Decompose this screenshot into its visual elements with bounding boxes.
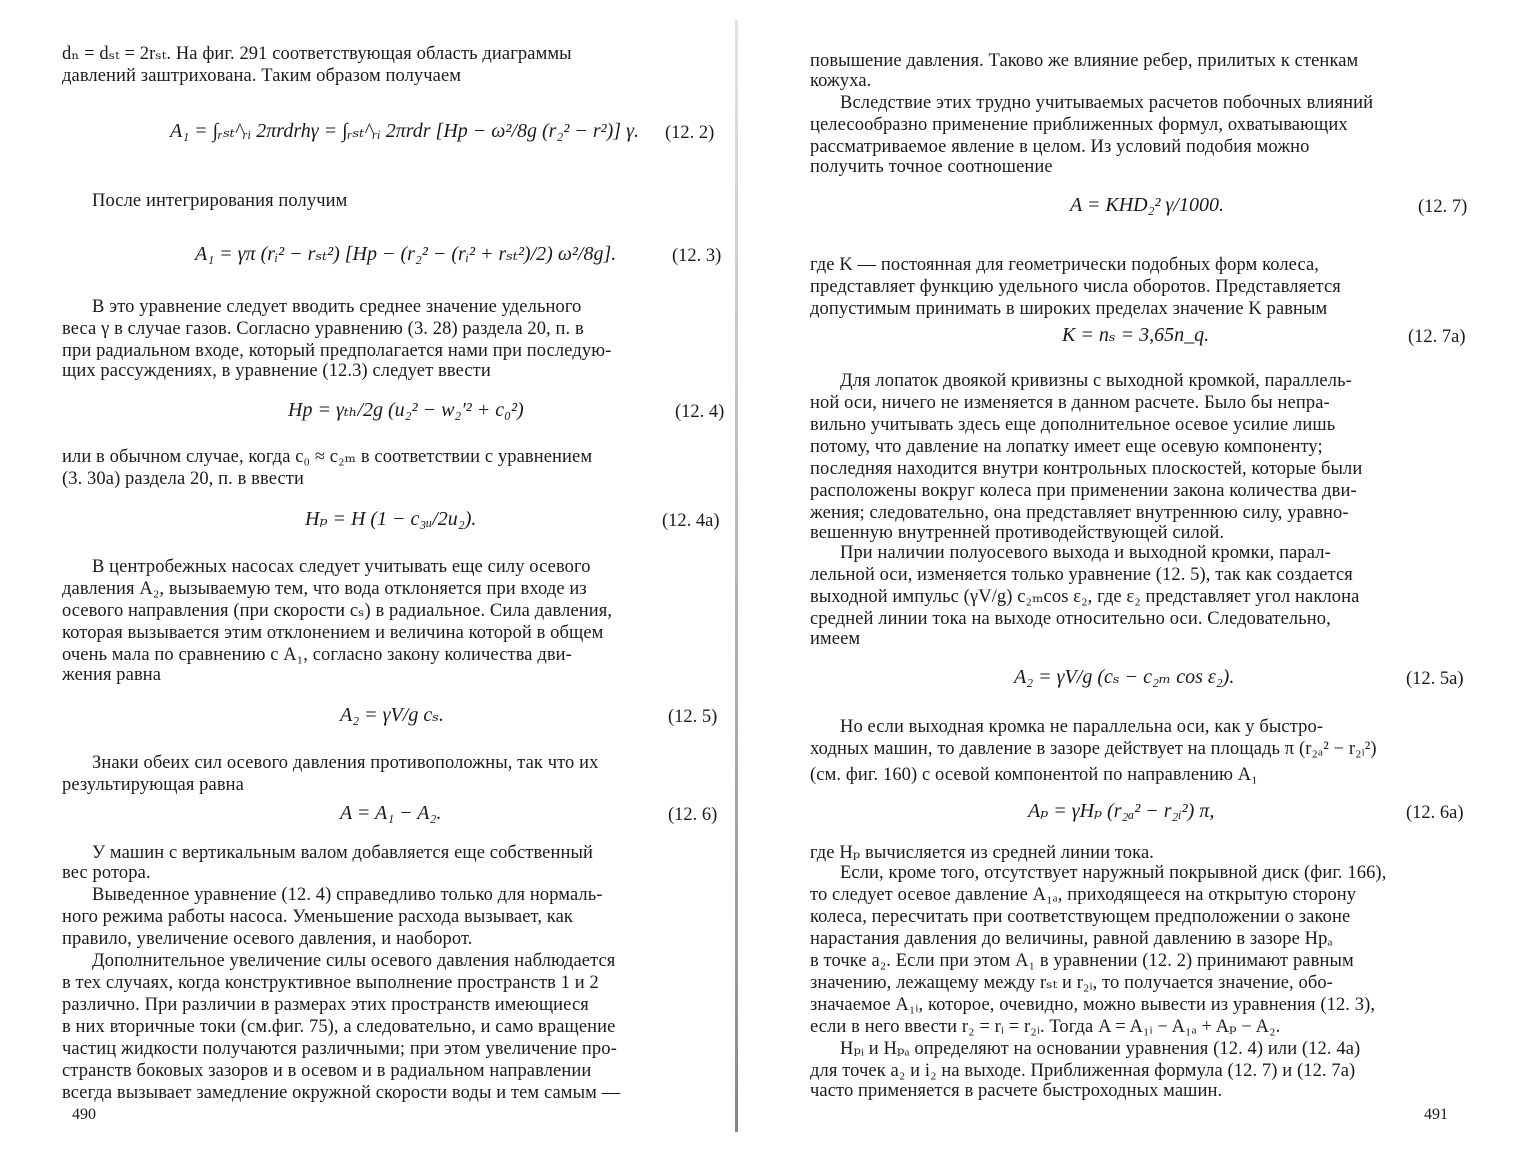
equation-number: (12. 6а) — [1406, 803, 1464, 823]
text-line: последняя находится внутри контрольных плоскостей, которые были — [810, 459, 1363, 479]
left-page — [0, 0, 742, 1152]
text-line: В центробежных насосах следует учитывать еще силу осевого — [92, 557, 591, 577]
formula: A₁ = ∫ᵣₛₜ^ᵣᵢ 2πrdrhγ = ∫ᵣₛₜ^ᵣᵢ 2πrdr [Hp − ω²/8g (r₂² − r²)] γ. — [170, 120, 639, 142]
formula: Aₚ = γHₚ (r₂ₐ² − r₂ᵢ²) π, — [1028, 800, 1215, 822]
page-number: 491 — [1424, 1106, 1448, 1123]
text-line: Hₚᵢ и Hₚₐ определяют на основании уравнения (12. 4) или (12. 4а) — [840, 1039, 1361, 1059]
text-line: После интегрирования получим — [92, 191, 348, 211]
text-line: которая вызывается этим отклонением и величина которой в общем — [62, 623, 604, 643]
formula: A₁ = γπ (rᵢ² − rₛₜ²) [Hp − (r₂² − (rᵢ² + rₛₜ²)/2) ω²/8g]. — [195, 243, 617, 265]
equation-number: (12. 5а) — [1406, 669, 1464, 689]
text-line: получить точное соотношение — [810, 157, 1053, 177]
text-line: ходных машин, то давление в зазоре действует на площадь π (r₂ₐ² − r₂ᵢ²) — [810, 739, 1377, 759]
equation-number: (12. 4) — [675, 402, 725, 422]
text-line: нарастания давления до величины, равной давлению в зазоре Hpₐ — [810, 929, 1333, 949]
text-line: ной оси, ничего не изменяется в данном расчете. Было бы непра- — [810, 393, 1330, 413]
text-line: правило, увеличение осевого давления, и наоборот. — [62, 929, 473, 949]
text-line: веса γ в случае газов. Согласно уравнению (3. 28) раздела 20, п. в — [62, 319, 584, 339]
formula: Hₚ = H (1 − c₃ᵤ/2u₂). — [305, 508, 477, 530]
text-line: странств боковых зазоров и в осевом и в радиальном направлении — [62, 1061, 592, 1081]
formula: K = nₛ = 3,65n_q. — [1062, 324, 1210, 346]
text-line: различно. При различии в размерах этих пространств имеющиеся — [62, 995, 589, 1015]
text-line: для точек a₂ и i₂ на выходе. Приближенная формула (12. 7) и (12. 7а) — [810, 1061, 1356, 1081]
text-line: щих рассуждениях, в уравнение (12.3) следует ввести — [62, 361, 491, 381]
text-line: средней линии тока на выходе относительно оси. Следовательно, — [810, 609, 1331, 629]
text-line: расположены вокруг колеса при применении закона количества дви- — [810, 481, 1357, 501]
formula: A₂ = γV/g cₛ. — [340, 704, 444, 726]
text-line: если в него ввести r₂ = rᵢ = r₂ᵢ. Тогда A = A₁ᵢ − A₁ₐ + Aₚ − A₂. — [810, 1017, 1281, 1037]
text-line: представляет функцию удельного числа оборотов. Представляется — [810, 277, 1341, 297]
equation-number: (12. 4а) — [662, 511, 720, 531]
equation-number: (12. 6) — [668, 805, 718, 825]
text-line: жения равна — [62, 665, 162, 685]
text-line: (3. 30а) раздела 20, п. в ввести — [62, 469, 304, 489]
text-line: где K — постоянная для геометрически подобных форм колеса, — [810, 255, 1320, 275]
text-line: целесообразно применение приближенных формул, охватывающих — [810, 115, 1348, 135]
text-line: рассматриваемое явление в целом. Из условий подобия можно — [810, 137, 1310, 157]
text-line: где Hₚ вычисляется из средней линии тока. — [810, 843, 1154, 863]
text-line: давления A₂, вызываемую тем, что вода отклоняется при входе из — [62, 579, 587, 599]
text-line: выходной импульс (γV/g) c₂ₘcos ε₂, где ε₂ представляет угол наклона — [810, 587, 1360, 607]
equation-number: (12. 7) — [1418, 197, 1468, 217]
text-line: При наличии полуосевого выхода и выходной кромки, парал- — [840, 543, 1331, 563]
text-line: dₙ = dₛₜ = 2rₛₜ. На фиг. 291 соответствующая область диаграммы — [62, 44, 572, 64]
equation-number: (12. 7а) — [1408, 327, 1466, 347]
text-line: Дополнительное увеличение силы осевого давления наблюдается — [92, 951, 616, 971]
formula: A = A₁ − A₂. — [340, 802, 442, 824]
page-number: 490 — [72, 1106, 96, 1123]
text-line: колеса, пересчитать при соответствующем предположении о законе — [810, 907, 1351, 927]
text-line: Знаки обеих сил осевого давления противоположны, так что их — [92, 753, 599, 773]
formula: Hp = γₜₕ/2g (u₂² − w₂′² + c₀²) — [288, 399, 524, 421]
text-line: значаемое A₁ᵢ, которое, очевидно, можно вывести из уравнения (12. 3), — [810, 995, 1376, 1015]
equation-number: (12. 2) — [665, 123, 715, 143]
text-line: в них вторичные токи (см.фиг. 75), а следовательно, и само вращение — [62, 1017, 616, 1037]
equation-number: (12. 3) — [672, 246, 722, 266]
equation-number: (12. 5) — [668, 707, 718, 727]
text-line: ного режима работы насоса. Уменьшение расхода вызывает, как — [62, 907, 573, 927]
formula: A = KHD₂² γ/1000. — [1070, 194, 1224, 216]
text-line: вес ротора. — [62, 863, 151, 883]
text-line: то следует осевое давление A₁ₐ, приходящееся на открытую сторону — [810, 885, 1357, 905]
right-page — [742, 0, 1515, 1152]
text-line: значению, лежащему между rₛₜ и r₂ᵢ, то получается значение, обо- — [810, 973, 1333, 993]
text-line: Если, кроме того, отсутствует наружный покрывной диск (фиг. 166), — [840, 863, 1387, 883]
text-line: давлений заштрихована. Таким образом получаем — [62, 66, 462, 86]
text-line: (см. фиг. 160) с осевой компонентой по направлению A₁ — [810, 765, 1258, 785]
text-line: У машин с вертикальным валом добавляется еще собственный — [92, 843, 594, 863]
text-line: очень мала по сравнению с A₁, согласно закону количества дви- — [62, 645, 572, 665]
text-line: часто применяется в расчете быстроходных машин. — [810, 1081, 1223, 1101]
text-line: Выведенное уравнение (12. 4) справедливо только для нормаль- — [92, 885, 603, 905]
text-line: в тех случаях, когда конструктивное выполнение пространств 1 и 2 — [62, 973, 599, 993]
text-line: допустимым принимать в широких пределах значение K равным — [810, 299, 1328, 319]
text-line: осевого направления (при скорости cₛ) в радиальное. Сила давления, — [62, 601, 613, 621]
text-line: жения; следовательно, она представляет внутреннюю силу, уравно- — [810, 503, 1349, 523]
text-line: частиц жидкости получаются различными; при этом увеличение про- — [62, 1039, 617, 1059]
text-line: В это уравнение следует вводить среднее значение удельного — [92, 297, 582, 317]
text-line: результирующая равна — [62, 775, 244, 795]
text-line: при радиальном входе, который предполагается нами при последую- — [62, 341, 612, 361]
text-line: или в обычном случае, когда c₀ ≈ c₂ₘ в соответствии с уравнением — [62, 447, 593, 467]
text-line: Вследствие этих трудно учитываемых расчетов побочных влияний — [840, 93, 1374, 113]
text-line: потому, что давление на лопатку имеет еще осевую компоненту; — [810, 437, 1323, 457]
text-line: в точке a₂. Если при этом A₁ в уравнении (12. 2) принимают равным — [810, 951, 1354, 971]
text-line: вильно учитывать здесь еще дополнительное осевое усилие лишь — [810, 415, 1336, 435]
text-line: лельной оси, изменяется только уравнение (12. 5), так как создается — [810, 565, 1353, 585]
text-line: всегда вызывает замедление окружной скорости воды и тем самым — — [62, 1083, 621, 1103]
text-line: кожуха. — [810, 71, 872, 91]
text-line: вешенную внутренней противодействующей силой. — [810, 523, 1225, 543]
text-line: имеем — [810, 629, 861, 649]
text-line: Для лопаток двоякой кривизны с выходной кромкой, параллель- — [840, 371, 1352, 391]
formula: A₂ = γV/g (cₛ − c₂ₘ cos ε₂). — [1014, 666, 1235, 688]
text-line: Но если выходная кромка не параллельна оси, как у быстро- — [840, 717, 1324, 737]
text-line: повышение давления. Таково же влияние ребер, прилитых к стенкам — [810, 51, 1359, 71]
